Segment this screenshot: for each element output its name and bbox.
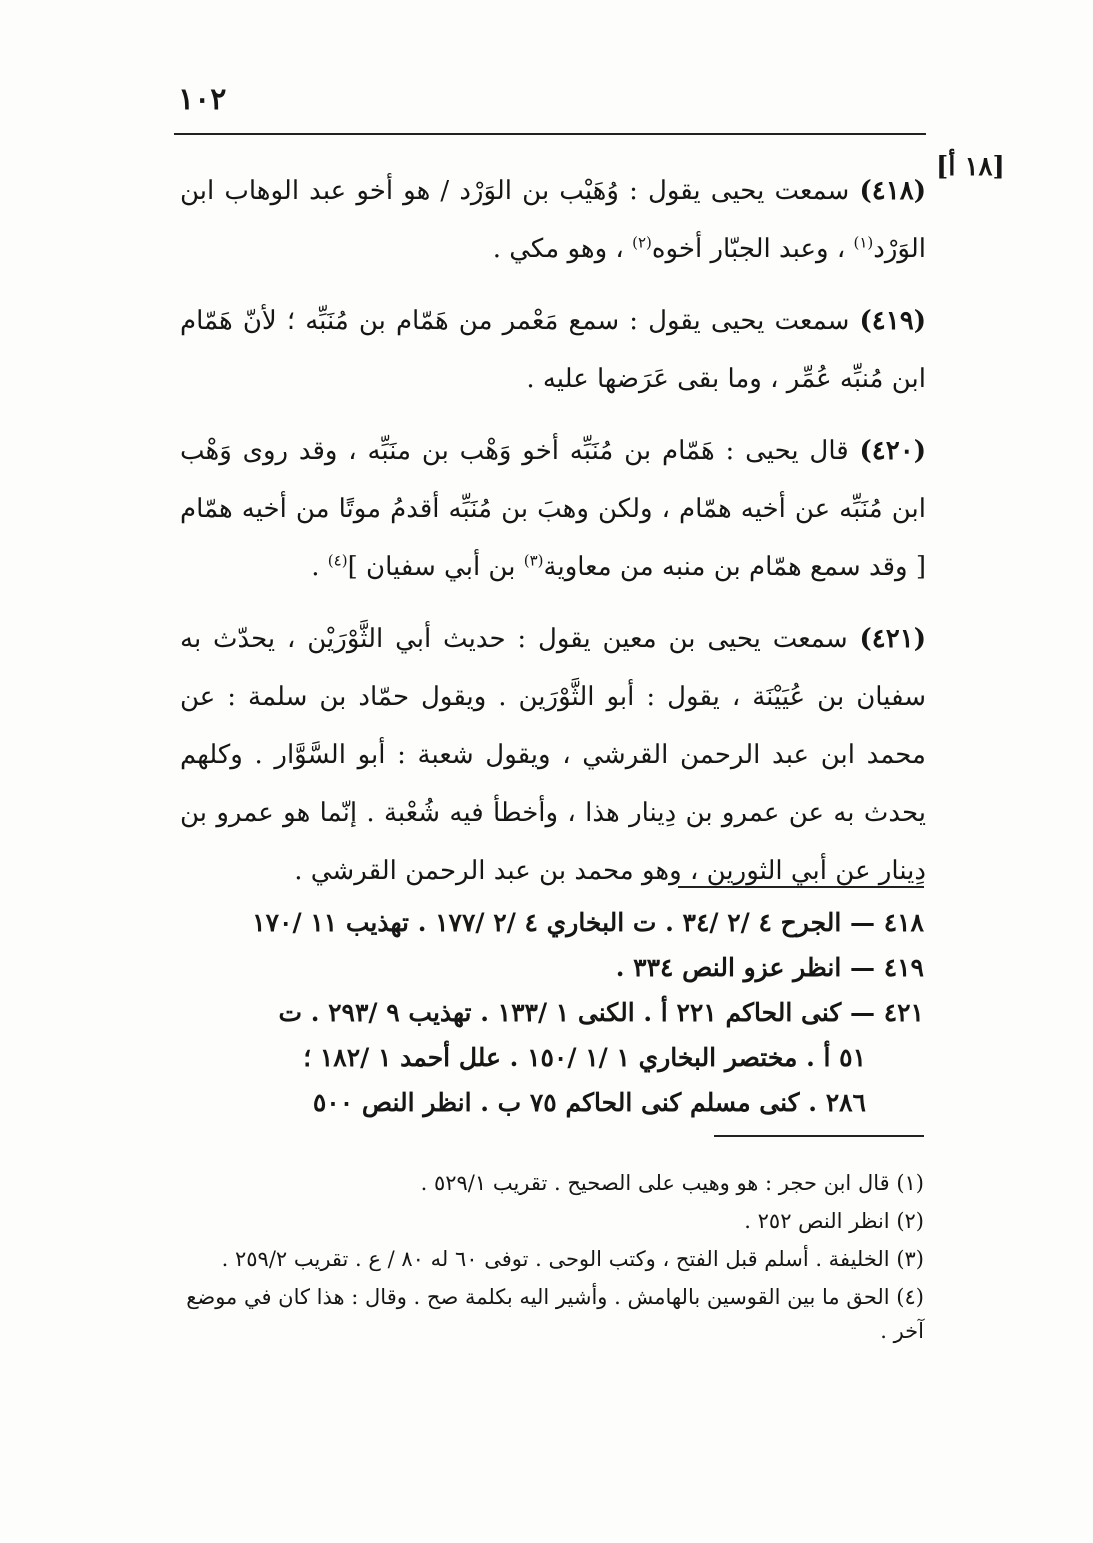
references [182, 900, 924, 1125]
entry-number: (٤٢١) [859, 624, 926, 654]
footnote-3: (٣) الخليفة . أسلم قبل الفتح ، وكتب الوحى . توفى ٦٠ له ٨٠ / ع . تقريب ٢٥٩/٢ . [221, 1247, 924, 1271]
entry-text: سمعت يحيى يقول : وُهَيْب بن الوَرْد / هو أخو عبد الوهاب ابن الوَرْد [180, 176, 926, 264]
entry-text: ، وهو مكي . [492, 234, 624, 264]
reference-line: ٤١٨ — الجرح ٤ /٢ /٣٤ . ت البخاري ٤ /٢ /١٧٧ . تهذيب ١١ /١٧٠ [252, 908, 924, 937]
entry-number: (٤١٨) [859, 176, 926, 206]
entry-text: بن أبي سفيان ] [347, 552, 516, 582]
footnote-2: (٢) انظر النص ٢٥٢ . [744, 1209, 924, 1233]
reference-line: ٢٨٦ . كنى مسلم كنى الحاكم ٧٥ ب . انظر النص ٥٠٠ [312, 1088, 866, 1117]
entry-419 [180, 292, 926, 408]
header-rule [174, 133, 926, 135]
footnotes [182, 1166, 924, 1352]
entry-text: قال يحيى : هَمّام بن مُنَبِّه أخو وَهْب بن منَبِّه ، وقد روى وَهْب ابن مُنَبِّه عن أخيه همّام ، ولكن وهبَ بن مُنَبِّه أقدمُ موتًا من أخيه همّام [ وقد سمع همّام بن منبه من معاوية [180, 436, 926, 582]
entry-text: ، وعبد الجبّار أخوه [651, 234, 846, 264]
entry-421 [180, 610, 926, 900]
footnote-marker[interactable]: (١) [853, 233, 874, 252]
entry-number: (٤٢٠) [859, 436, 927, 466]
footnote-marker[interactable]: (٣) [523, 551, 544, 570]
reference-line: ٥١ أ . مختصر البخاري ١ /١ /١٥٠ . علل أحمد ١ /١٨٢ ؛ [303, 1043, 866, 1072]
entry-418 [180, 162, 926, 278]
references-rule [678, 886, 924, 888]
footnote-1: (١) قال ابن حجر : هو وهيب على الصحيح . تقريب ٥٢٩/١ . [420, 1171, 924, 1195]
entry-text: . [311, 552, 320, 582]
page-number: ١٠٢ [178, 82, 227, 117]
reference-line: ٤٢١ — كنى الحاكم ٢٢١ أ . الكنى ١ /١٣٣ . تهذيب ٩ /٢٩٣ . ت [278, 998, 924, 1027]
entry-number: (٤١٩) [859, 306, 927, 336]
footnote-marker[interactable]: (٤) [327, 551, 348, 570]
main-text [180, 162, 926, 914]
footnote-4: (٤) الحق ما بين القوسين بالهامش . وأشير اليه بكلمة صح . وقال : هذا كان في موضع آخر . [186, 1285, 924, 1343]
entry-text: سمعت يحيى بن معين يقول : حديث أبي الثَّوْرَيْن ، يحدّث به سفيان بن عُيَيْنَة ، يقول : أبو الثَّوْرَين . ويقول حمّاد بن سلمة : عن محمد ابن عبد الرحمن القرشي ، ويقول شعبة : أبو السَّوَّار . وكلهم يحدث به عن عمرو بن دِينار هذا ، وأخطأ فيه شُعْبة . إنّما هو عمرو بن دِينار عن أبي الثورين ، وهو محمد بن عبد الرحمن القرشي . [180, 624, 926, 886]
entry-420 [180, 422, 926, 596]
footnotes-rule [714, 1135, 924, 1137]
reference-line: ٤١٩ — انظر عزو النص ٣٣٤ . [615, 953, 924, 982]
entry-text: سمعت يحيى يقول : سمع مَعْمر من هَمّام بن مُنَبِّه ؛ لأنّ هَمّام ابن مُنبِّه عُمِّر ، وما بقى عَرَضها عليه . [180, 306, 926, 394]
margin-folio-reference: [١٨ أ] [936, 152, 1005, 182]
footnote-marker[interactable]: (٢) [632, 233, 652, 252]
